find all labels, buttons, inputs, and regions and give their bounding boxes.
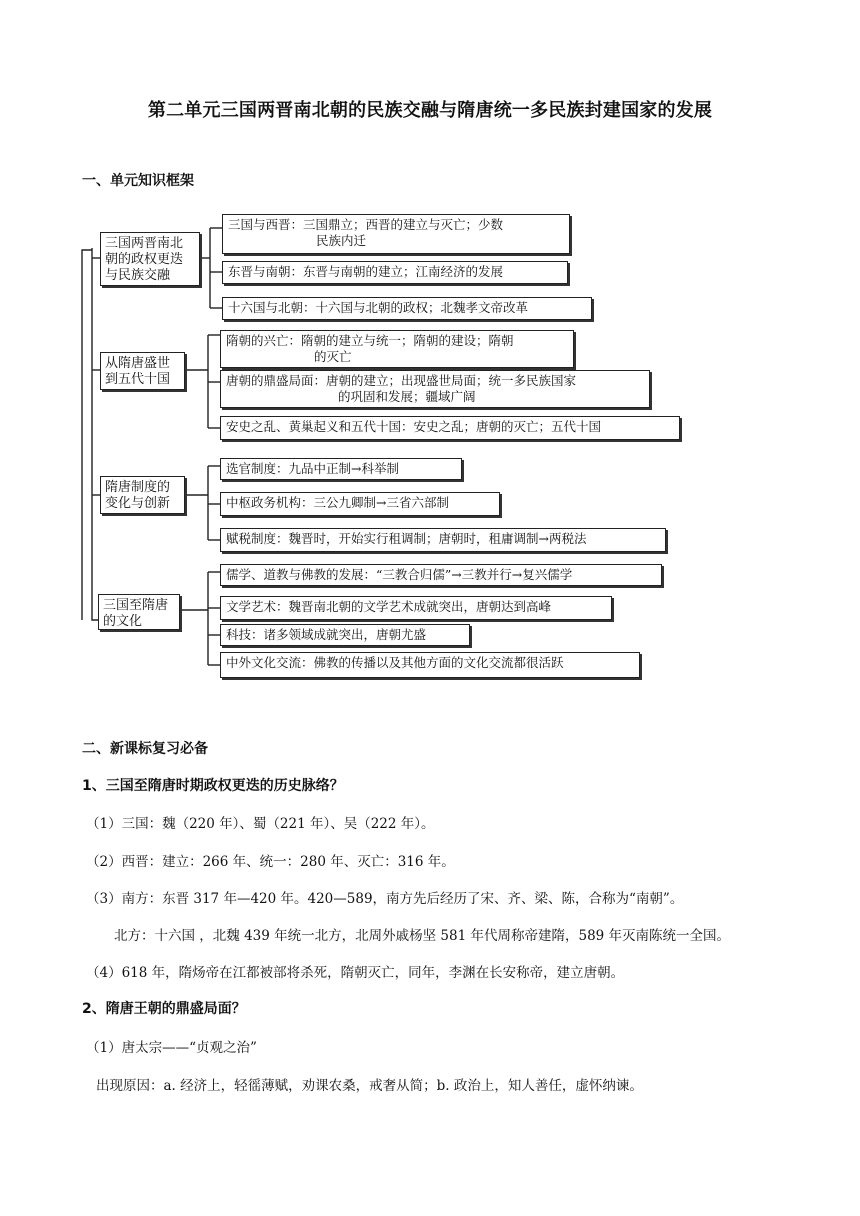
category-label-line: 朝的政权更迭 — [105, 252, 184, 267]
leaf-science-tech — [220, 624, 470, 646]
leaf-text: 儒学、道教与佛教的发展：“三教合归儒”→三教并行→复兴儒学 — [226, 567, 573, 582]
section-heading-framework: 一、单元知识框架 — [82, 173, 194, 189]
leaf-foreign-exchange — [220, 652, 640, 678]
leaf-taxation — [220, 528, 666, 552]
leaf-three-kingdoms — [222, 214, 570, 254]
leaf-central-government — [220, 492, 500, 516]
section-heading-review: 二、新课标复习必备 — [82, 741, 208, 757]
category-box-regime-change — [100, 232, 200, 286]
leaf-text: 科技：诸多领域成就突出，唐朝尤盛 — [226, 627, 427, 642]
leaf-text: 赋税制度：魏晋时，开始实行租调制；唐朝时，租庸调制→两税法 — [226, 531, 587, 546]
leaf-text: 的巩固和发展；疆域广阔 — [338, 389, 476, 404]
answer-line: （3）南方：东晋 317 年—420 年。420—589，南方先后经历了宋、齐、梁、陈，合称为“南朝”。 — [86, 891, 684, 907]
leaf-literature-art — [220, 596, 612, 620]
knowledge-framework-diagram — [80, 210, 680, 685]
category-box-sui-tang — [100, 352, 185, 390]
answer-line: 出现原因：a. 经济上，轻徭薄赋，劝课农桑，戒奢从简；b. 政治上，知人善任，虚怀纳谏。 — [96, 1078, 643, 1094]
question-1: 1、三国至隋唐时期政权更迭的历史脉络？ — [82, 778, 344, 794]
category-label-line: 变化与创新 — [105, 496, 171, 511]
answer-line: 北方：十六国 ，北魏 439 年统一北方，北周外戚杨坚 581 年代周称帝建隋，589 年灭南陈统一全国。 — [114, 928, 731, 944]
answer-line: （1）唐太宗——“贞观之治” — [86, 1040, 257, 1056]
leaf-text: 选官制度：九品中正制→科举制 — [226, 461, 399, 476]
leaf-eastern-jin — [222, 261, 568, 284]
leaf-sui-rise-fall — [220, 330, 574, 368]
leaf-text: 民族内迁 — [316, 233, 367, 248]
category-label-line: 与民族交融 — [105, 268, 171, 283]
leaf-text: 隋朝的兴亡：隋朝的建立与统一；隋朝的建设；隋朝 — [226, 333, 514, 348]
leaf-text: 三国与西晋：三国鼎立；西晋的建立与灭亡；少数 — [228, 217, 504, 232]
leaf-text: 文学艺术：魏晋南北朝的文学艺术成就突出，唐朝达到高峰 — [226, 599, 552, 614]
leaf-text: 十六国与北朝：十六国与北朝的政权；北魏孝文帝改革 — [228, 300, 529, 315]
leaf-sixteen-kingdoms — [222, 297, 592, 320]
question-2: 2、隋唐王朝的鼎盛局面？ — [82, 1001, 246, 1017]
answer-line: （4）618 年，隋炀帝在江都被部将杀死，隋朝灭亡，同年，李渊在长安称帝，建立唐朝。 — [86, 965, 625, 981]
category-label-line: 三国两晋南北 — [105, 236, 184, 251]
category-box-culture — [98, 594, 180, 630]
category-box-institutions — [100, 476, 185, 514]
leaf-text: 安史之乱、黄巢起义和五代十国：安史之乱；唐朝的灭亡；五代十国 — [226, 419, 602, 434]
leaf-text: 的灭亡 — [314, 349, 352, 364]
category-label-line: 三国至隋唐 — [103, 598, 169, 613]
category-label-line: 的文化 — [103, 614, 143, 629]
answer-line: （2）西晋：建立：266 年、统一：280 年、灭亡：316 年。 — [86, 854, 455, 870]
page-title: 第二单元三国两晋南北朝的民族交融与隋唐统一多民族封建国家的发展 — [147, 100, 713, 121]
leaf-tang-prosperity — [220, 370, 650, 408]
category-label-line: 到五代十国 — [105, 372, 171, 387]
answer-line: （1）三国：魏（220 年）、蜀（221 年）、吴（222 年）。 — [86, 816, 435, 832]
leaf-text: 唐朝的鼎盛局面：唐朝的建立；出现盛世局面；统一多民族国家 — [226, 373, 577, 388]
leaf-text: 东晋与南朝：东晋与南朝的建立；江南经济的发展 — [228, 264, 504, 279]
leaf-an-shi-rebellion — [220, 416, 680, 440]
leaf-official-selection — [220, 458, 462, 480]
category-label-line: 从隋唐盛世 — [105, 356, 171, 371]
leaf-text: 中枢政务机构：三公九卿制→三省六部制 — [226, 495, 449, 510]
leaf-confucianism — [220, 564, 662, 586]
category-label-line: 隋唐制度的 — [105, 480, 171, 495]
leaf-text: 中外文化交流：佛教的传播以及其他方面的文化交流都很活跃 — [226, 655, 564, 670]
